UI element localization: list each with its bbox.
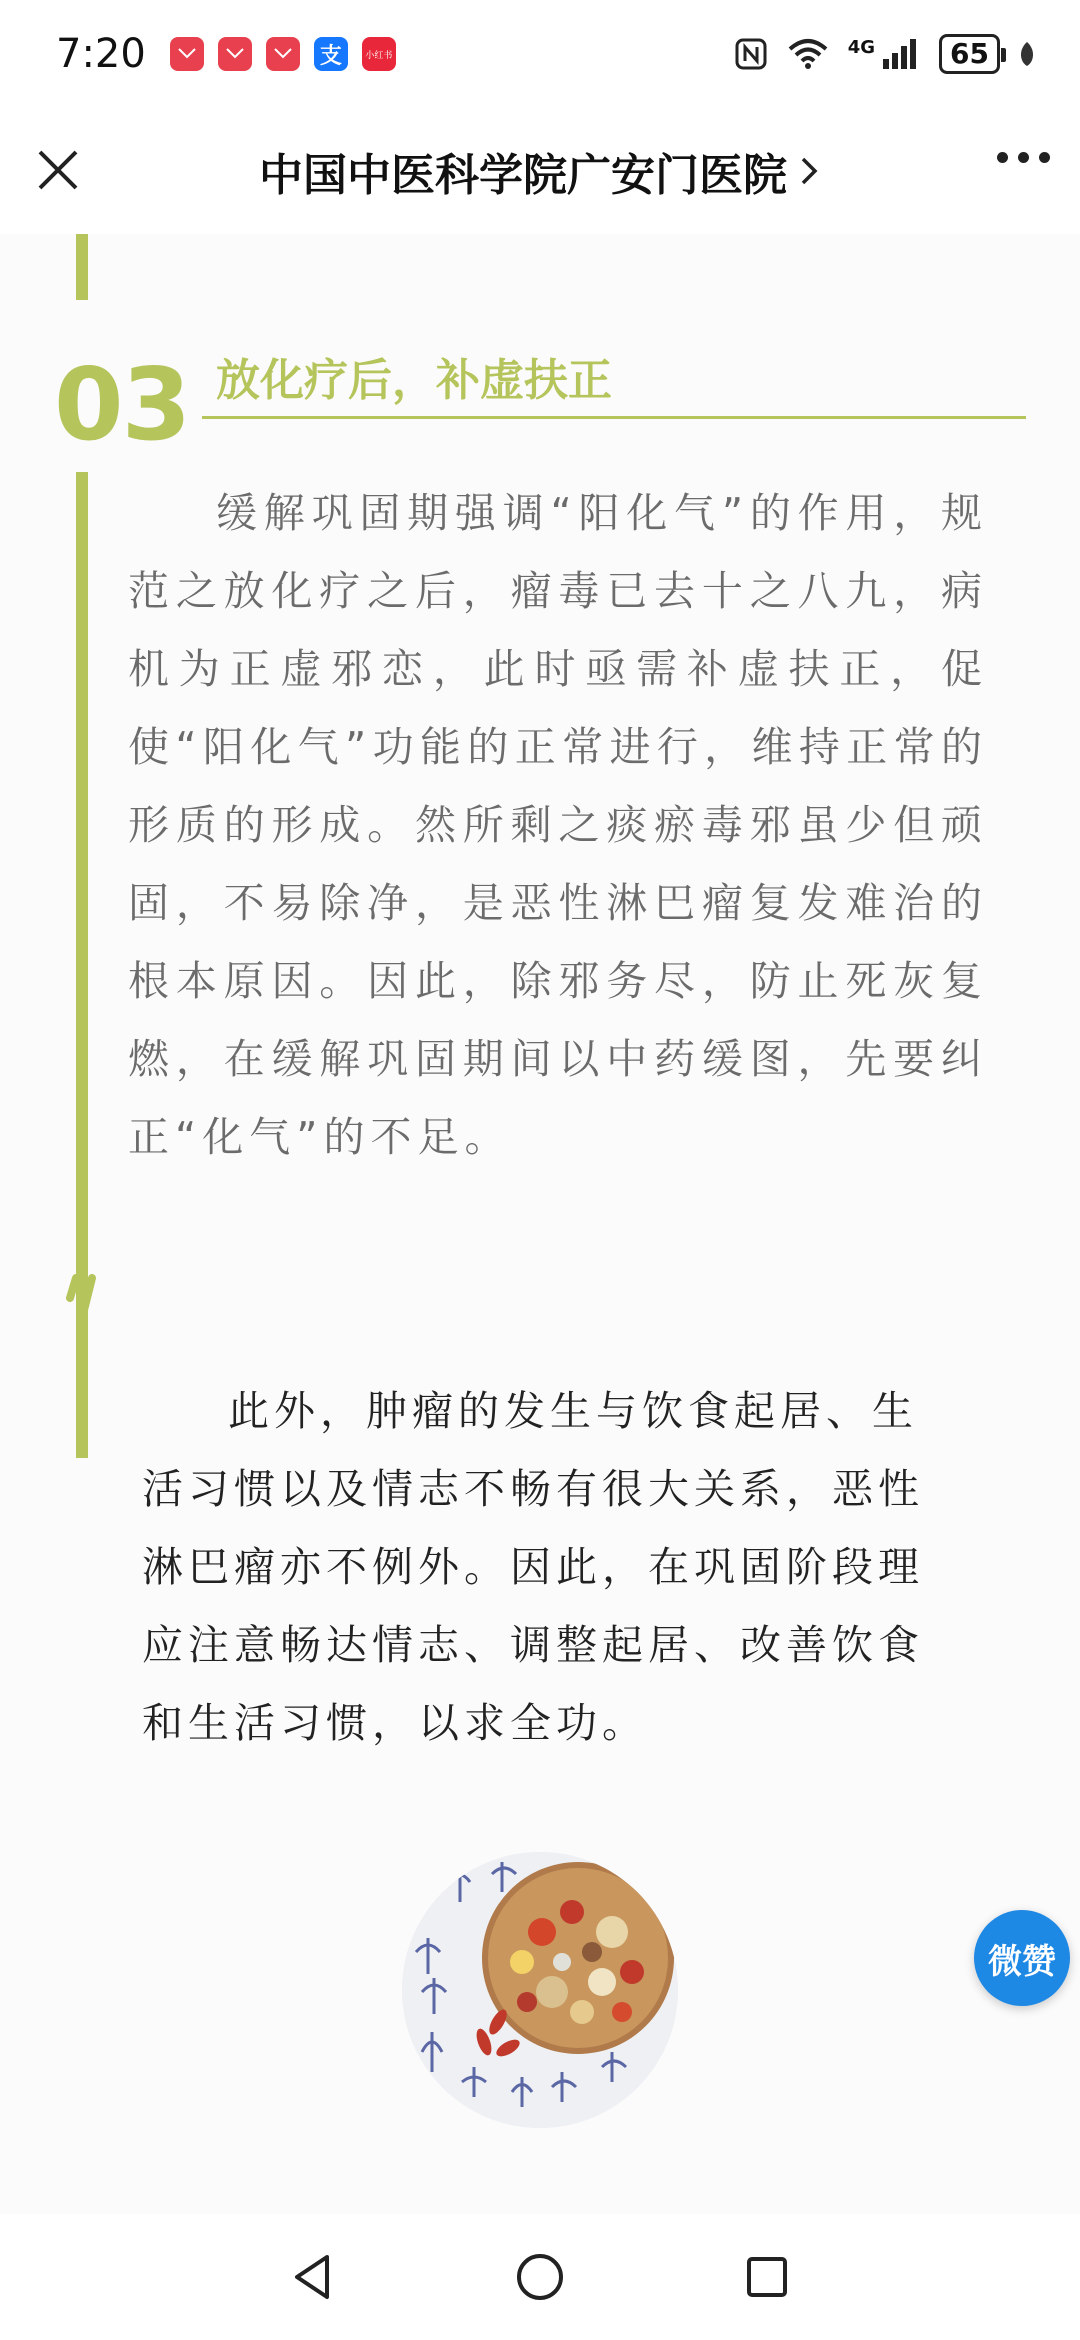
recents-square-icon (743, 2253, 791, 2301)
nav-bar (0, 108, 1080, 235)
chevron-right-icon (797, 153, 821, 189)
section-title: 放化疗后，补虚扶正 (216, 355, 612, 406)
status-bar (0, 0, 1080, 108)
herbal-photo-illustration (402, 1852, 678, 2128)
herbal-medicine-image[interactable] (402, 1852, 678, 2128)
battery-indicator: 65 (939, 34, 1000, 74)
system-navigation-bar (0, 2214, 1080, 2340)
account-name: 中国中医科学院广安门医院 (259, 150, 787, 201)
recents-button[interactable] (737, 2247, 797, 2307)
more-dot-icon (1018, 152, 1029, 163)
huawei-app-icon-2 (218, 37, 252, 71)
network-type: 4G (847, 36, 876, 58)
home-circle-icon (514, 2251, 566, 2303)
page-title[interactable] (259, 139, 821, 203)
section-title-underline (202, 416, 1026, 419)
more-options-button[interactable] (997, 152, 1050, 163)
more-dot-icon (997, 152, 1008, 163)
back-button[interactable] (283, 2247, 343, 2307)
alipay-icon: 支 (314, 37, 348, 71)
close-icon[interactable] (30, 142, 86, 198)
leaf-icon (1018, 40, 1036, 68)
quote-mark-icon (66, 1274, 114, 1324)
more-dot-icon (1039, 152, 1050, 163)
xiaohongshu-icon: 小红书 (362, 37, 396, 71)
back-triangle-icon (289, 2251, 337, 2303)
article-content[interactable] (0, 234, 1080, 2214)
status-right (734, 34, 1036, 74)
nfc-icon (734, 37, 768, 71)
section-number: 03 (54, 346, 190, 463)
huawei-app-icon-1 (170, 37, 204, 71)
status-time: 7:20 (56, 31, 146, 77)
weizan-button[interactable]: 微赞 (974, 1910, 1070, 2006)
section-paragraph: 缓解巩固期强调“阳化气”的作用，规范之放化疗之后，瘤毒已去十之八九，病机为正虚邪恋，此时亟需补虚扶正，促使“阳化气”功能的正常进行，维持正常的形质的形成。然所剩之痰瘀毒邪虽少但顽固，不易除净，是恶性淋巴瘤复发难治的根本原因。因此，除邪务尽，防止死灰复燃，在缓解巩固期间以中药缓图，先要纠正“化气”的不足。 (128, 489, 988, 1161)
home-button[interactable] (510, 2247, 570, 2307)
accent-bar-stub (76, 234, 88, 300)
huawei-app-icon-3 (266, 37, 300, 71)
body-paragraph: 此外，肿瘤的发生与饮食起居、生活习惯以及情志不畅有很大关系，恶性淋巴瘤亦不例外。因此，在巩固阶段理应注意畅达情志、调整起居、改善饮食和生活习惯，以求全功。 (142, 1387, 924, 1747)
wifi-icon (786, 37, 830, 71)
signal-icon (881, 37, 921, 71)
status-left (56, 31, 396, 77)
